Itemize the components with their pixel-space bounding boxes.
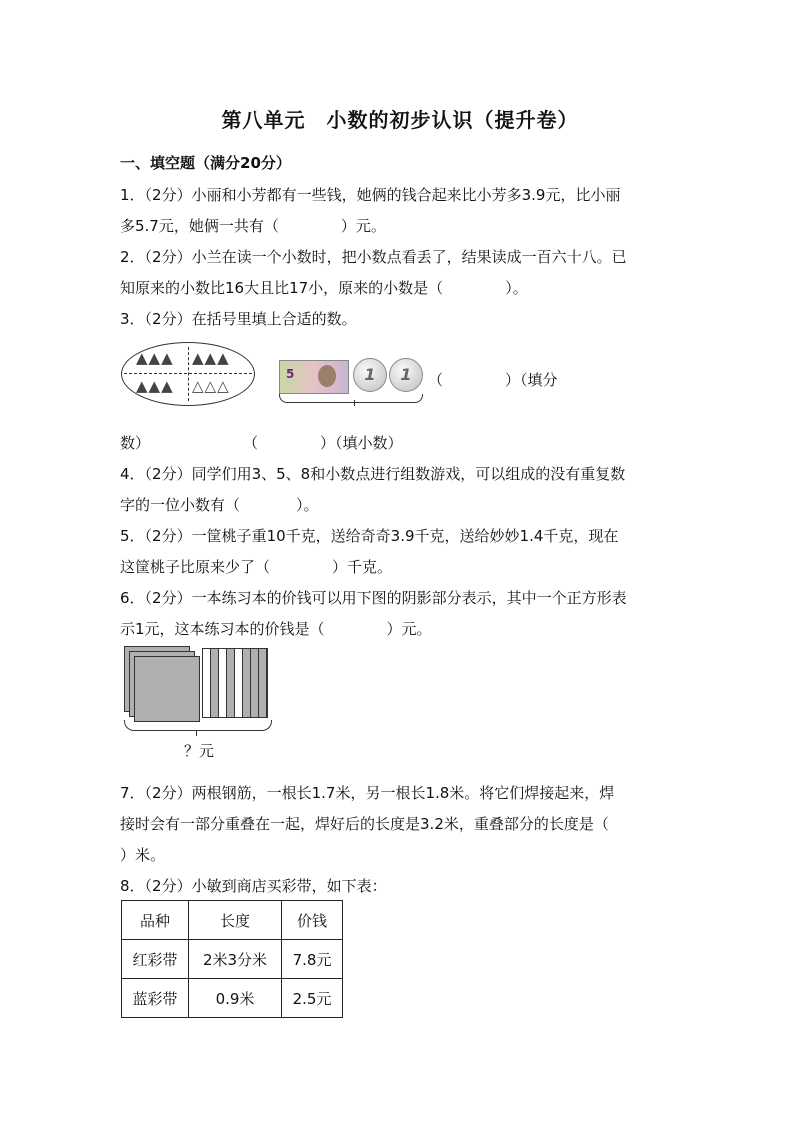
q3-line1: 3．（2分）在括号里填上合适的数。 (120, 310, 357, 328)
q2-line1: 2．（2分）小兰在读一个小数时，把小数点看丢了，结果读成一百六十八。已 (120, 248, 627, 266)
q3-paren-close: ）（填分 (505, 371, 558, 389)
q3-line3 (120, 432, 150, 453)
banknote-value: 5 (286, 367, 295, 381)
q6-text-b: ）元。 (386, 620, 432, 638)
triangle-oval-figure (121, 342, 255, 406)
portrait-icon (318, 365, 336, 387)
table-cell: 0.9米 (189, 979, 282, 1018)
q1-text-a: 多5.7元，她俩一共有（ (120, 217, 279, 235)
shaded-square (134, 656, 200, 722)
q5-line1: 5．（2分）一筐桃子重10千克，送给奇奇3.9千克，送给妙妙1.4千克，现在 (120, 527, 619, 545)
squares-figure (124, 646, 274, 760)
triangles-bottom-right: △△△ (192, 377, 230, 395)
q4-line2 (120, 494, 319, 515)
table-header: 价钱 (282, 901, 343, 940)
q7-line2: 接时会有一部分重叠在一起，焊好后的长度是3.2米，重叠部分的长度是（ (120, 815, 609, 833)
table-row (122, 940, 343, 979)
figure-caption: ？元 (184, 742, 215, 760)
q3-paren-open: （ (428, 371, 444, 389)
q3-fraction-answer (428, 369, 558, 390)
table-header-row (122, 901, 343, 940)
q7-line3: ）米。 (120, 846, 166, 864)
q3-paren-close-2: ）（填小数） (320, 434, 403, 452)
table-header: 长度 (189, 901, 282, 940)
table-header: 品种 (122, 901, 189, 940)
coin-icon: 1 (353, 358, 387, 392)
empty-strip (219, 649, 227, 717)
q5-text-b: ）千克。 (332, 558, 393, 576)
shaded-strip (251, 649, 259, 717)
oval-divider-vertical (188, 347, 189, 401)
page-title: 第八单元 小数的初步认识（提升卷） (221, 108, 579, 132)
q2-text-b: ）。 (505, 279, 528, 297)
q2-line2 (120, 277, 528, 298)
triangles-top-left: ▲▲▲ (136, 349, 174, 367)
table-cell: 红彩带 (122, 940, 189, 979)
q8-line1: 8．（2分）小敏到商店买彩带，如下表： (120, 877, 387, 895)
coin-icon: 1 (389, 358, 423, 392)
tenth-strips (202, 648, 268, 718)
table-cell: 蓝彩带 (122, 979, 189, 1018)
q6-line2 (120, 618, 432, 639)
triangles-top-right: ▲▲▲ (192, 349, 230, 367)
figure-brace (124, 720, 272, 731)
section-heading: 一、填空题（满分20分） (120, 154, 291, 172)
q6-line1: 6．（2分）一本练习本的价钱可以用下图的阴影部分表示，其中一个正方形表 (120, 589, 627, 607)
q1-text-b: ）元。 (340, 217, 386, 235)
table-cell: 7.8元 (282, 940, 343, 979)
q2-text-a: 知原来的小数比16大且比17小，原来的小数是（ (120, 279, 444, 297)
q3-paren-open-2: （ (243, 434, 259, 452)
table-cell: 2米3分米 (189, 940, 282, 979)
q1-line1: 1．（2分）小丽和小芳都有一些钱，她俩的钱合起来比小芳多3.9元，比小丽 (120, 186, 621, 204)
q5-line2 (120, 556, 392, 577)
shaded-strip (243, 649, 251, 717)
q7-line1: 7．（2分）两根钢筋，一根长1.7米，另一根长1.8米。将它们焊接起来，焊 (120, 784, 615, 802)
empty-strip (235, 649, 243, 717)
ribbon-price-table (121, 900, 343, 1018)
q4-line1: 4．（2分）同学们用3、5、8和小数点进行组数游戏，可以组成的没有重复数 (120, 465, 626, 483)
shaded-strip (211, 649, 219, 717)
money-figure (279, 358, 424, 400)
q6-text-a: 示1元，这本练习本的价钱是（ (120, 620, 325, 638)
q4-text-a: 字的一位小数有（ (120, 496, 241, 514)
empty-strip (203, 649, 211, 717)
q1-line2 (120, 215, 386, 236)
money-brace-tip (348, 400, 355, 406)
table-row (122, 979, 343, 1018)
shaded-strip (227, 649, 235, 717)
triangles-bottom-left: ▲▲▲ (136, 377, 174, 395)
q3-decimal-answer (243, 432, 403, 453)
figure-brace-tip (196, 730, 197, 736)
banknote-icon (279, 360, 349, 394)
q4-text-b: ）。 (296, 496, 319, 514)
table-cell: 2.5元 (282, 979, 343, 1018)
q3-continuation: 数） (120, 434, 151, 452)
q5-text-a: 这筐桃子比原来少了（ (120, 558, 271, 576)
shaded-strip (259, 649, 267, 717)
